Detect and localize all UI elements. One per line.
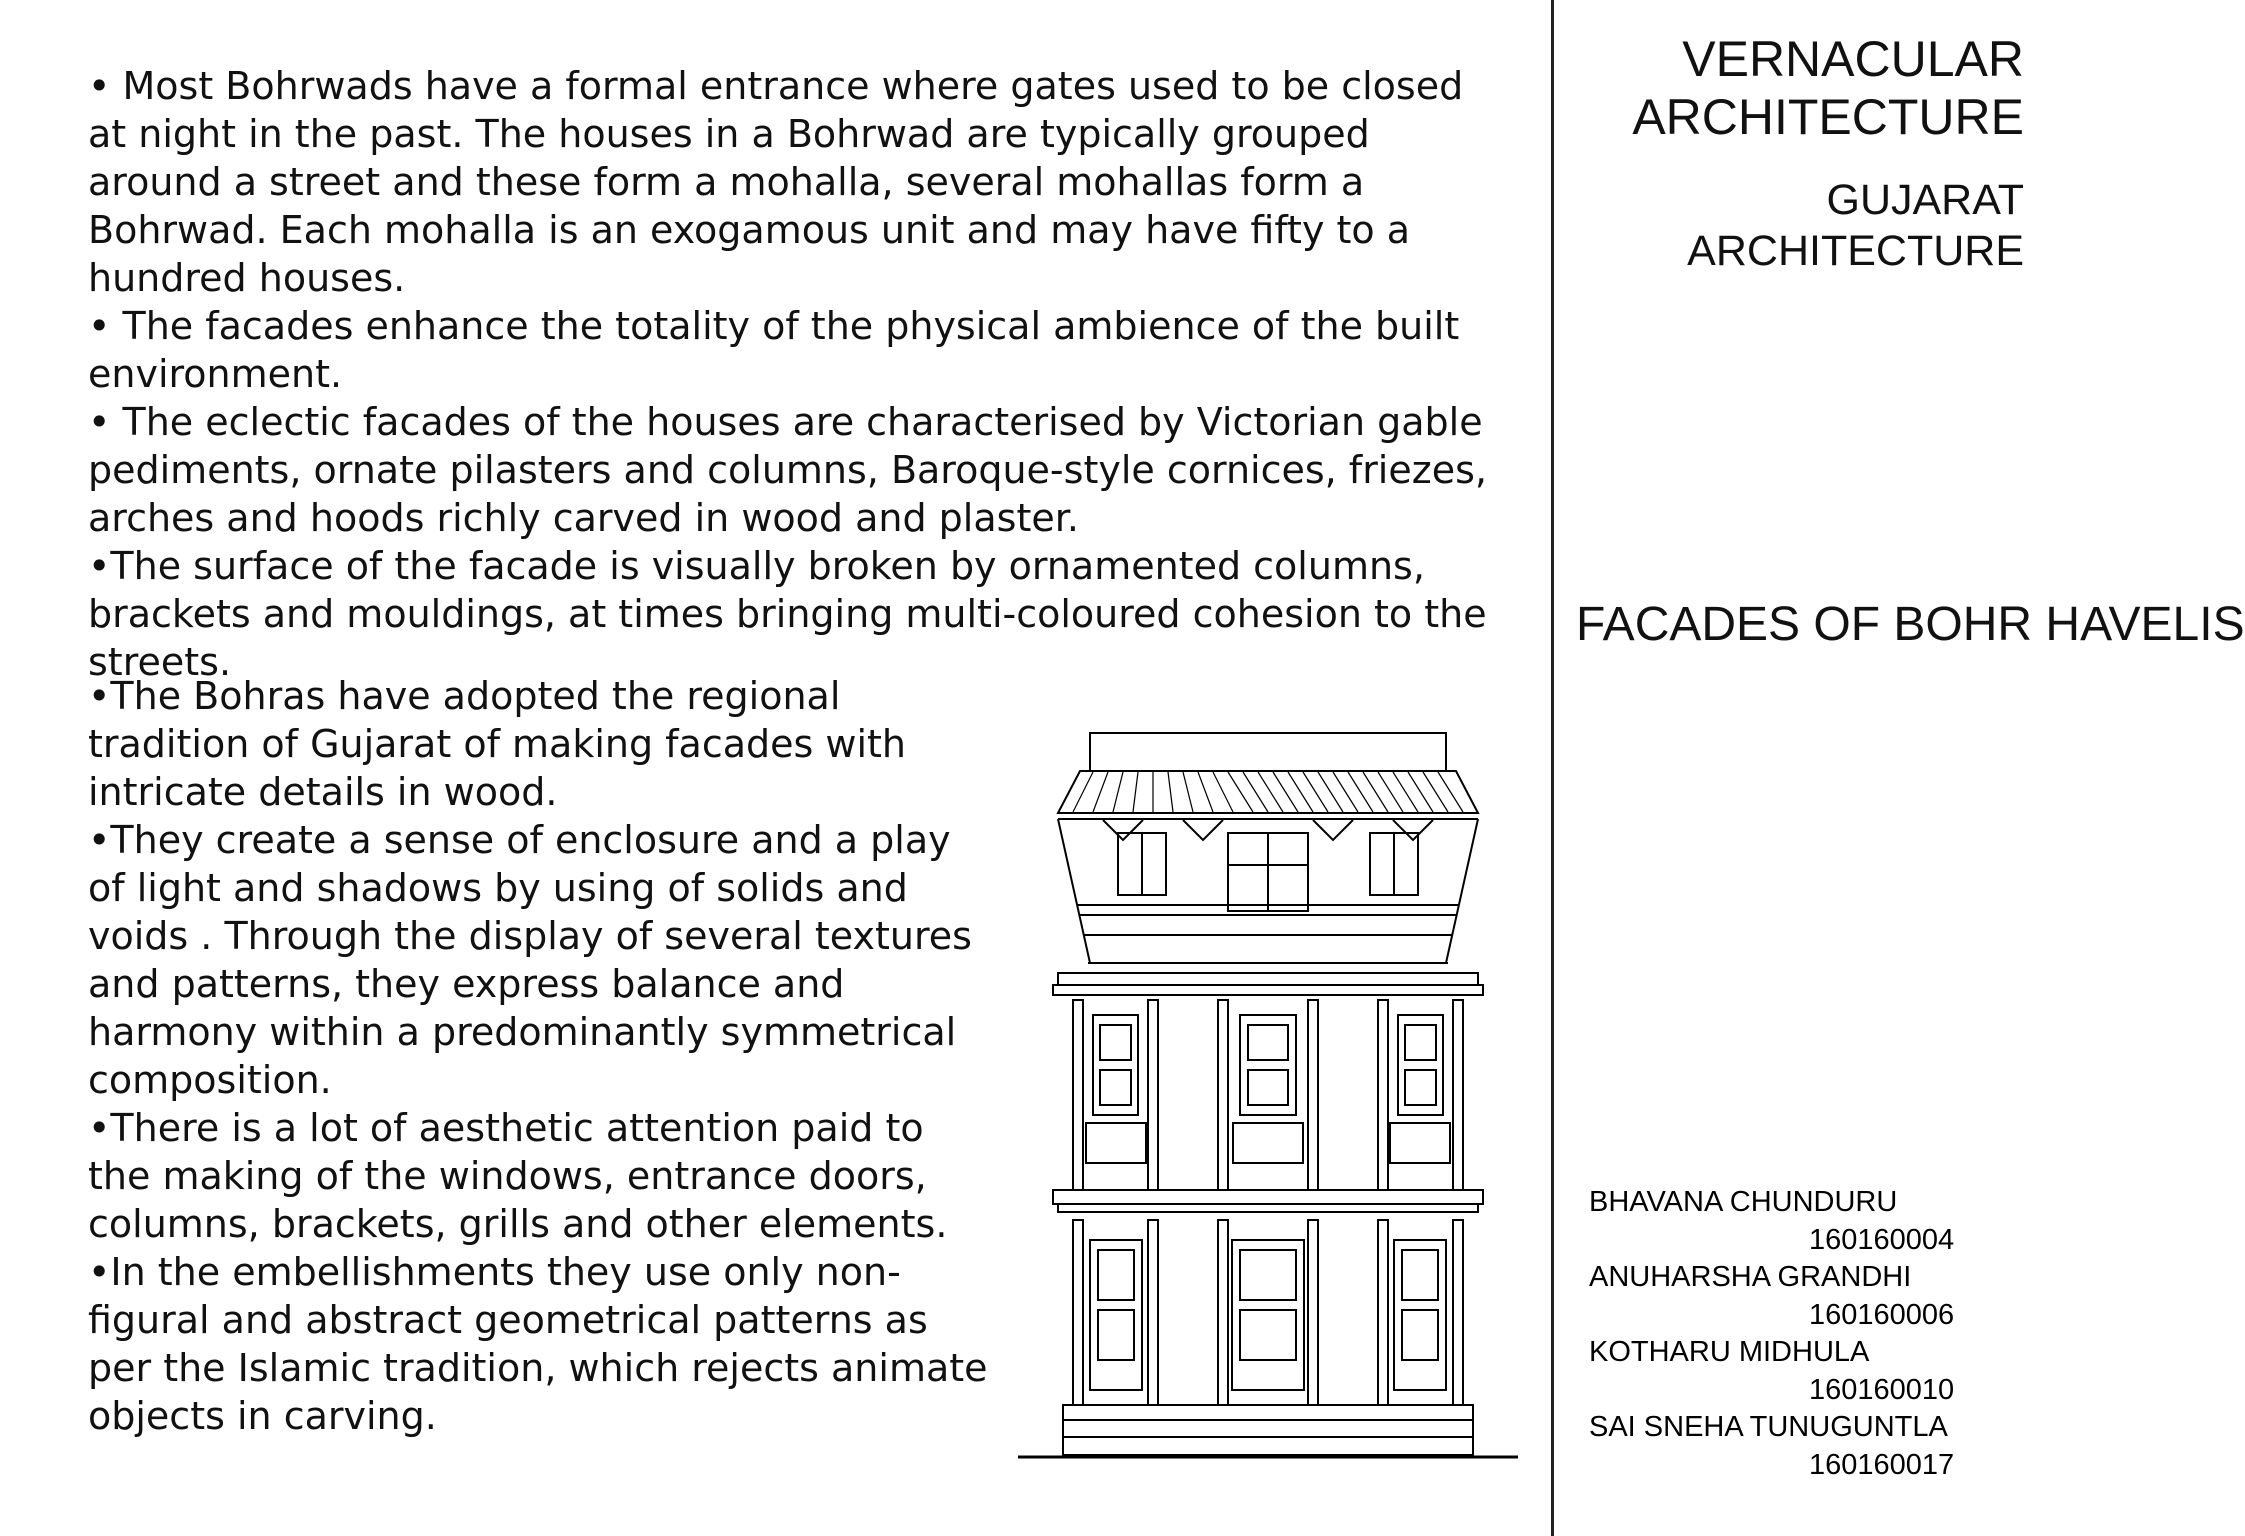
author-name: SAI SNEHA TUNUGUNTLA xyxy=(1589,1411,1948,1443)
author-entry xyxy=(1589,1334,1989,1409)
paragraph-bohrwad-entrance: • Most Bohrwads have a formal entrance where gates used to be closed at night in the past. The houses in a Bohrwad are typically grouped around a street and these form a mohalla, several mohallas form a Bohrwad. Each mohalla is an exogamous unit and may have fifty to a hundred houses. xyxy=(88,64,1464,300)
upper-body-text xyxy=(88,62,1488,686)
sidebar-divider xyxy=(1551,0,1554,1536)
course-title: VERNACULAR ARCHITECTURE xyxy=(1632,31,2024,145)
author-entry xyxy=(1589,1409,1989,1484)
author-name: BHAVANA CHUNDURU xyxy=(1589,1186,1898,1218)
author-name: ANUHARSHA GRANDHI xyxy=(1589,1261,1912,1293)
author-id: 160160006 xyxy=(1809,1298,1955,1331)
course-subtitle: GUJARAT ARCHITECTURE xyxy=(1687,176,2024,275)
author-name: KOTHARU MIDHULA xyxy=(1589,1336,1870,1368)
paragraph-facade-ambience: • The facades enhance the totality of the physical ambience of the built environment. xyxy=(88,304,1460,396)
paragraph-regional-tradition: •The Bohras have adopted the regional tradition of Gujarat of making facades with intricate details in wood. xyxy=(88,674,907,814)
author-list xyxy=(1589,1184,1989,1484)
paragraph-facade-surface: •The surface of the facade is visually broken by ornamented columns, brackets and mouldings, at times bringing multi-coloured cohesion to the streets. xyxy=(88,544,1487,684)
author-entry xyxy=(1589,1184,1989,1259)
author-id: 160160017 xyxy=(1809,1448,1955,1481)
author-id: 160160004 xyxy=(1809,1223,1955,1256)
paragraph-eclectic-facades: • The eclectic facades of the houses are characterised by Victorian gable pediments, ornate pilasters and columns, Baroque-style cornices, friezes, arches and hoods richly carved in wood and plaster. xyxy=(88,400,1487,540)
slide-title: FACADES OF BOHR HAVELIS xyxy=(1576,598,2245,651)
paragraph-aesthetic-attention: •There is a lot of aesthetic attention paid to the making of the windows, entrance doors, columns, brackets, grills and other elements. xyxy=(88,1106,948,1246)
bohra-haveli-facade-drawing xyxy=(1018,725,1518,1470)
lower-body-text xyxy=(88,672,988,1440)
author-id: 160160010 xyxy=(1809,1373,1955,1406)
author-entry xyxy=(1589,1259,1989,1334)
paragraph-embellishments: •In the embellishments they use only non-figural and abstract geometrical patterns as per the Islamic tradition, which rejects animate objects in carving. xyxy=(88,1250,988,1438)
paragraph-enclosure-light: •They create a sense of enclosure and a play of light and shadows by using of solids and voids . Through the display of several textures and patterns, they express balance and harmony within a predominantly symmetrical composition. xyxy=(88,818,972,1102)
